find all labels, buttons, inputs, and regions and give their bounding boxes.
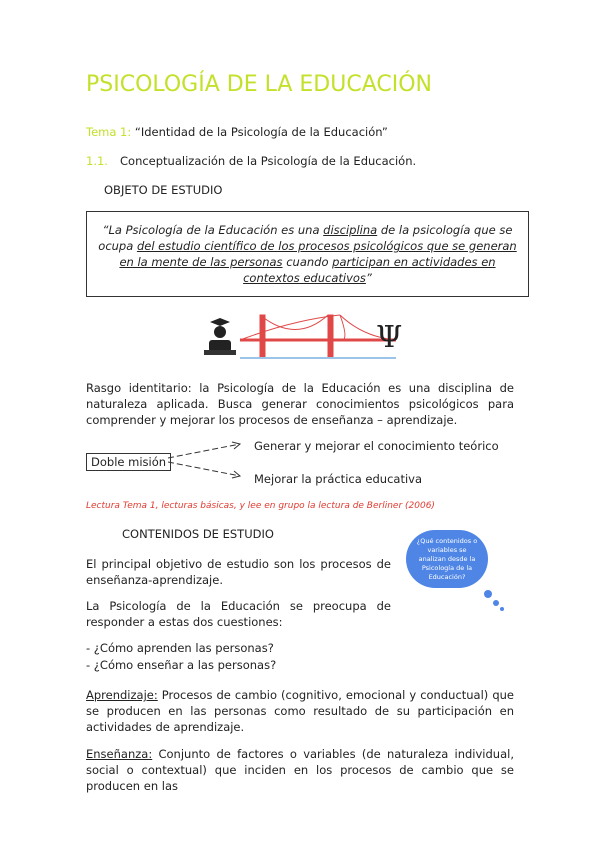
doble-mision-box: Doble misión bbox=[86, 453, 171, 471]
arrows bbox=[166, 440, 246, 480]
psi-icon: Ψ bbox=[376, 320, 403, 355]
objetivo-paragraph: El principal objetivo de estudio son los procesos de enseñanza-aprendizaje. bbox=[86, 557, 391, 587]
question-1: - ¿Cómo aprenden las personas? bbox=[86, 641, 274, 655]
mision-item-2: Mejorar la práctica educativa bbox=[254, 472, 423, 486]
section-number: 1.1. bbox=[86, 154, 108, 168]
rasgo-paragraph: Rasgo identitario: la Psicología de la Educación es una disciplina de naturaleza aplicada. Busca generar conocimientos psicológicos para comprender y mejorar los procesos de enseñanza – aprendizaje. bbox=[86, 381, 514, 427]
definition-quote: “La Psicología de la Educación es una disciplina de la psicología que se ocupa del estudio científico de los procesos psicológicos que se generan en la mente de las personas cuando participan en actividades en contextos educativos” bbox=[98, 223, 517, 285]
ensenanza-definition: Enseñanza: Conjunto de factores o variables (de naturaleza individual, social o contextual) que inciden en los procesos de cambio que se producen en las bbox=[86, 747, 514, 793]
section-heading bbox=[86, 153, 416, 169]
bridge-icon bbox=[240, 315, 396, 358]
aprendizaje-definition: Aprendizaje: Procesos de cambio (cognitivo, emocional y conductual) que se producen en las personas como resultado de su participación en actividades de aprendizaje. bbox=[86, 688, 514, 734]
student-icon bbox=[204, 318, 236, 355]
cuestiones-paragraph: La Psicología de la Educación se preocupa de responder a estas dos cuestiones: bbox=[86, 599, 391, 629]
quote-box bbox=[86, 211, 529, 297]
bubble-dot bbox=[500, 607, 504, 611]
lectura-note: Lectura Tema 1, lecturas básicas, y lee en grupo la lectura de Berliner (2006) bbox=[86, 501, 435, 511]
objeto-heading: OBJETO DE ESTUDIO bbox=[104, 183, 223, 197]
section-text: Conceptualización de la Psicología de la Educación. bbox=[120, 154, 417, 168]
bubble-dot bbox=[493, 600, 499, 606]
page-title: PSICOLOGÍA DE LA EDUCACIÓN bbox=[86, 72, 432, 97]
thought-bubble: ¿Qué contenidos o variables se analizan desde la Psicología de la Educación? bbox=[406, 530, 488, 588]
tema-text: “Identidad de la Psicología de la Educación” bbox=[134, 125, 388, 139]
tema-label: Tema 1: bbox=[86, 125, 132, 139]
contenidos-heading: CONTENIDOS DE ESTUDIO bbox=[122, 527, 274, 541]
question-2: - ¿Cómo enseñar a las personas? bbox=[86, 658, 277, 672]
bubble-dot bbox=[484, 590, 492, 598]
mision-item-1: Generar y mejorar el conocimiento teórico bbox=[254, 439, 499, 453]
tema-line bbox=[86, 124, 388, 140]
